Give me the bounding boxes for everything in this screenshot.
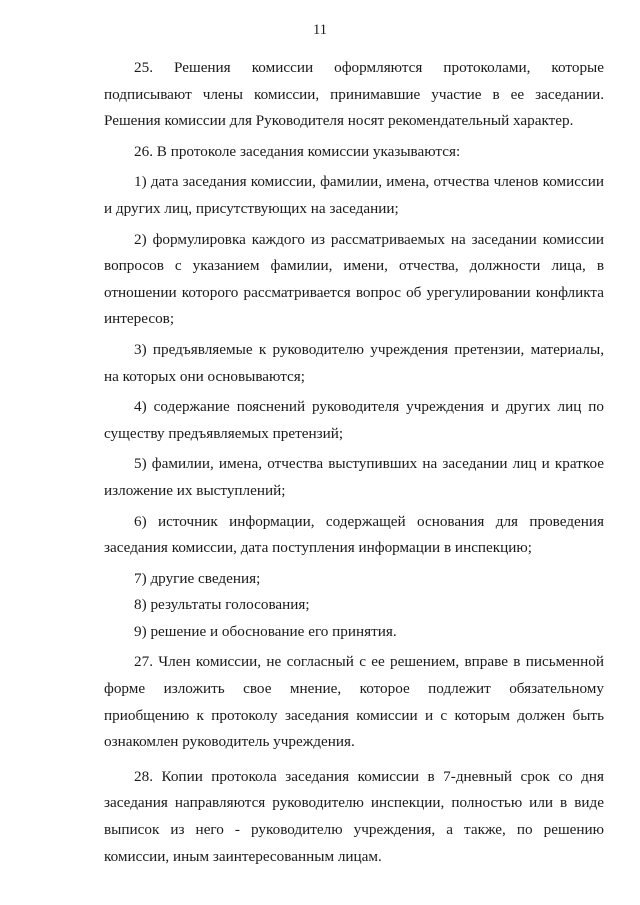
- paragraph-28: 28. Копии протокола заседания комиссии в 7-дневный срок со дня заседания направляются руководителю инспекции, полностью или в виде выписок из него - руководителю учреждения, а также, по решению комиссии, иным заинтересованным лицам.: [104, 767, 604, 865]
- list-item-3: 3) предъявляемые к руководителю учреждения претензии, материалы, на которых они основываются;: [104, 340, 604, 385]
- list-item-8: 8) результаты голосования;: [134, 596, 310, 614]
- paragraph-25: 25. Решения комиссии оформляются протоколами, которые подписывают члены комиссии, принимавшие участие в ее заседании. Решения комиссии для Руководителя носят рекомендательный характер.: [104, 59, 604, 130]
- list-item-1: 1) дата заседания комиссии, фамилии, имена, отчества членов комиссии и других лиц, присутствующих на заседании;: [104, 173, 604, 217]
- list-item-4: 4) содержание пояснений руководителя учреждения и других лиц по существу предъявляемых претензий;: [104, 398, 604, 442]
- list-item-7: 7) другие сведения;: [134, 569, 261, 587]
- list-item-2: 2) формулировка каждого из рассматриваемых на заседании комиссии вопросов с указанием фамилии, имени, отчества, должности лица, в отношении которого рассматривается вопрос об урегулировании конфликта интересов;: [104, 230, 604, 328]
- page-number: 11: [313, 22, 327, 38]
- list-item-9: 9) решение и обоснование его принятия.: [134, 622, 397, 640]
- list-item-6: 6) источник информации, содержащей основания для проведения заседания комиссии, дата поступления информации в инспекцию;: [104, 512, 604, 557]
- paragraph-27: 27. Член комиссии, не согласный с ее решением, вправе в письменной форме изложить свое мнение, которое подлежит обязательному приобщению к протоколу заседания комиссии и с которым должен быть ознакомлен руководитель учреждения.: [104, 653, 604, 751]
- list-item-5: 5) фамилии, имена, отчества выступивших на заседании лиц и краткое изложение их выступлений;: [104, 455, 604, 499]
- paragraph-26: 26. В протоколе заседания комиссии указываются:: [134, 142, 461, 160]
- document-body: [104, 55, 604, 870]
